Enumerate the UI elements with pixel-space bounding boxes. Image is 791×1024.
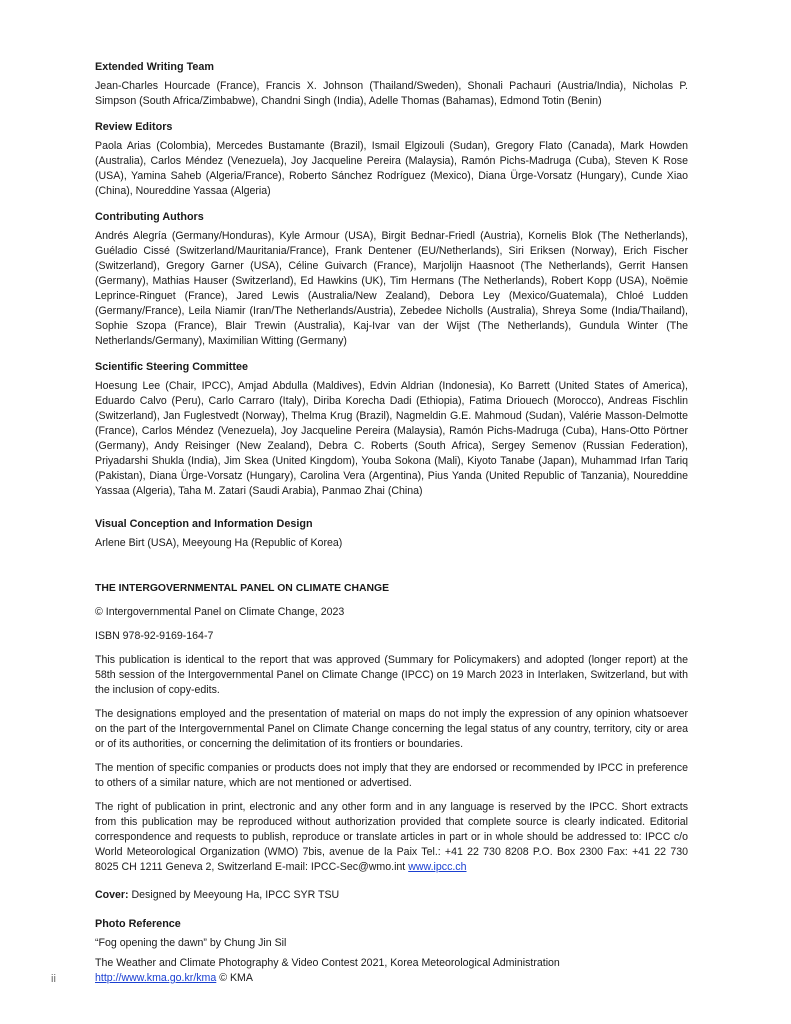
companies-paragraph: The mention of specific companies or products does not imply that they are endorsed or recommended by IPCC in preference to others of a similar nature, which are not mentioned or advertised. (95, 762, 688, 789)
page-content (95, 60, 688, 997)
kma-copyright: © KMA (219, 972, 253, 984)
extended-writing-team-section (95, 60, 688, 109)
visual-conception-text: Arlene Birt (USA), Meeyoung Ha (Republic of Korea) (95, 537, 343, 549)
review-editors-heading: Review Editors (95, 121, 173, 133)
photo-link-line (95, 971, 688, 986)
contributing-authors-section (95, 210, 688, 349)
kma-link[interactable]: http://www.kma.go.kr/kma (95, 972, 217, 984)
page-number: ii (51, 973, 56, 985)
review-editors-text: Paola Arias (Colombia), Mercedes Bustamante (Brazil), Ismail Elgizouli (Sudan), Gregory Flato (Canada), Mark Howden (Australia), Carlos Méndez (Venezuela), Joy Jacqueline Pereira (Malaysia), Ramón Pichs-Madruga (Cuba), Steven K Rose (USA), Yamina Saheb (Algeria/France), Roberto Sánchez Rodríguez (Mexico), Diana Ürge-Vorsatz (Hungary), Cunde Xiao (China), Noureddine Yassaa (Algeria) (95, 140, 688, 197)
visual-conception-section (95, 517, 688, 551)
cover-section (95, 888, 688, 903)
ipcc-heading: THE INTERGOVERNMENTAL PANEL ON CLIMATE CHANGE (95, 583, 390, 594)
publication-rights-text: The right of publication in print, electronic and any other form and in any language is reserved by the IPCC. Short extracts from this publication may be reproduced without authorization provided that complete source is clearly indicated. Editorial correspondence and requests to publish, reproduce or translate articles in part or in whole should be addressed to: IPCC c/o World Meteorological Organization (WMO) 7bis, avenue de la Paix Tel.: +41 22 730 8208 P.O. Box 2300 Fax: +41 22 730 8025 CH 1211 Geneva 2, Switzerland E-mail: IPCC-Sec@wmo.int (95, 801, 688, 873)
photo-contest-line: The Weather and Climate Photography & Video Contest 2021, Korea Meteorological Administration (95, 957, 560, 969)
isbn-line: ISBN 978-92-9169-164-7 (95, 630, 214, 642)
steering-committee-heading: Scientific Steering Committee (95, 361, 248, 373)
contributing-authors-heading: Contributing Authors (95, 211, 204, 223)
extended-writing-team-heading: Extended Writing Team (95, 61, 214, 73)
cover-label: Cover: (95, 889, 129, 901)
contributing-authors-text: Andrés Alegría (Germany/Honduras), Kyle Armour (USA), Birgit Bednar-Friedl (Austria), Kornelis Blok (The Netherlands), Guéladio Cissé (Switzerland/Mauritania/France), Frank Dentener (EU/Netherlands), Siri Eriksen (Norway), Erich Fischer (Switzerland), Gregory Garner (USA), Céline Guivarch (France), Marjolijn Haasnoot (The Netherlands), Gerrit Hansen (Germany), Mathias Hauser (Switzerland), Ed Hawkins (UK), Tim Hermans (The Netherlands), Robert Kopp (USA), Noëmie Leprince-Ringuet (France), Jared Lewis (Australia/New Zealand), Debora Ley (Mexico/Guatemala), Chloé Ludden (Germany/France), Leila Niamir (Iran/The Netherlands/Austria), Zebedee Nicholls (Australia), Shreya Some (India/Thailand), Sophie Szopa (France), Blair Trewin (Australia), Kaj-Ivar van der Wijst (The Netherlands), Gundula Winter (The Netherlands/Germany), Maximilian Witting (Germany) (95, 230, 688, 347)
publication-rights-paragraph (95, 800, 688, 875)
steering-committee-text: Hoesung Lee (Chair, IPCC), Amjad Abdulla (Maldives), Edvin Aldrian (Indonesia), Ko Barrett (United States of America), Eduardo Calvo (Peru), Carlo Carraro (Italy), Diriba Korecha Dadi (Ethiopia), Fatima Driouech (Morocco), Andreas Fischlin (Switzerland), Jan Fuglestvedt (Norway), Thelma Krug (Brazil), Nagmeldin G.E. Mahmoud (Sudan), Valérie Masson-Delmotte (France), Carlos Méndez (Venezuela), Joy Jacqueline Pereira (Malaysia), Ramón Pichs-Madruga (Cuba), Hans-Otto Pörtner (Germany), Andy Reisinger (New Zealand), Debra C. Roberts (South Africa), Sergey Semenov (Russian Federation), Priyadarshi Shukla (India), Jim Skea (United Kingdom), Youba Sokona (Mali), Kiyoto Tanabe (Japan), Muhammad Irfan Tariq (Pakistan), Diana Ürge-Vorsatz (Hungary), Carolina Vera (Argentina), Pius Yanda (United Republic of Tanzania), Noureddine Yassaa (Algeria), Taha M. Zatari (Saudi Arabia), Panmao Zhai (China) (95, 380, 688, 497)
designations-paragraph: The designations employed and the presentation of material on maps do not imply the expression of any opinion whatsoever on the part of the Intergovernmental Panel on Climate Change concerning the legal status of any country, territory, city or area or of its authorities, or concerning the delimitation of its frontiers or boundaries. (95, 708, 688, 750)
copyright-line: © Intergovernmental Panel on Climate Change, 2023 (95, 606, 345, 618)
review-editors-section (95, 120, 688, 199)
photo-reference-section (95, 917, 688, 986)
visual-conception-heading: Visual Conception and Information Design (95, 518, 313, 530)
photo-reference-heading: Photo Reference (95, 918, 181, 930)
steering-committee-section (95, 360, 688, 499)
extended-writing-team-text: Jean-Charles Hourcade (France), Francis X. Johnson (Thailand/Sweden), Shonali Pachauri (Austria/India), Nicholas P. Simpson (South Africa/Zimbabwe), Chandni Singh (India), Adelle Thomas (Bahamas), Edmond Totin (Benin) (95, 80, 688, 107)
identical-publication-paragraph: This publication is identical to the report that was approved (Summary for Policymakers) and adopted (longer report) at the 58th session of the Intergovernmental Panel on Climate Change (IPCC) on 19 March 2023 in Interlaken, Switzerland, but with the inclusion of copy-edits. (95, 654, 688, 696)
ipcc-website-link[interactable]: www.ipcc.ch (408, 861, 467, 873)
photo-title-line: “Fog opening the dawn” by Chung Jin Sil (95, 937, 287, 949)
cover-text: Designed by Meeyoung Ha, IPCC SYR TSU (131, 889, 340, 901)
ipcc-section (95, 581, 688, 875)
